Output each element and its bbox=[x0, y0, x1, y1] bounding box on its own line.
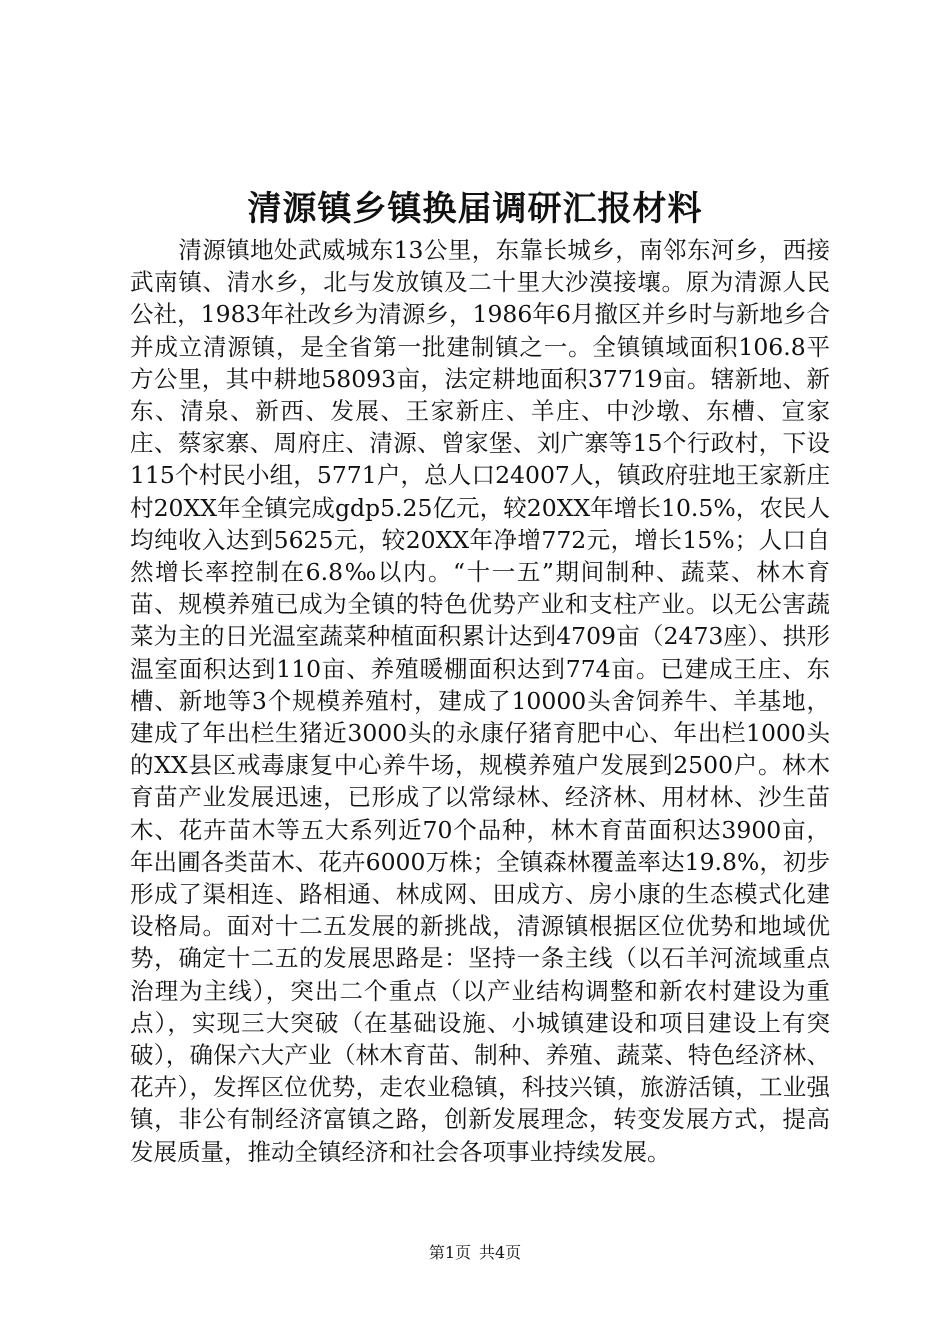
page-footer bbox=[0, 1243, 950, 1263]
document-body-paragraph bbox=[130, 234, 830, 1168]
document-body-text: 清源镇地处武威城东13公里，东靠长城乡，南邻东河乡，西接武南镇、清水乡，北与发放镇及二十里大沙漠接壤。原为清源人民公社，1983年社改乡为清源乡，1986年6月撤区并乡时与新地乡合并成立清源镇，是全省第一批建制镇之一。全镇镇域面积106.8平方公里，其中耕地58093亩，法定耕地面积37719亩。辖新地、新东、清泉、新西、发展、王家新庄、羊庄、中沙墩、东槽、宣家庄、蔡家寨、周府庄、清源、曾家堡、刘广寨等15个行政村，下设115个村民小组，5771户，总人口24007人，镇政府驻地王家新庄村20XX年全镇完成gdp5.25亿元，较20XX年增长10.5%，农民人均纯收入达到5625元，较20XX年净增772元，增长15%；人口自然增长率控制在6.8‰以内。“十一五”期间制种、蔬菜、林木育苗、规模养殖已成为全镇的特色优势产业和支柱产业。以无公害蔬菜为主的日光温室蔬菜种植面积累计达到4709亩（2473座）、拱形温室面积达到110亩、养殖暖棚面积达到774亩。已建成王庄、东槽、新地等3个规模养殖村，建成了10000头舍饲养牛、羊基地，建成了年出栏生猪近3000头的永康仔猪育肥中心、年出栏1000头的XX县区戒毒康复中心养牛场，规模养殖户发展到2500户。林木育苗产业发展迅速，已形成了以常绿林、经济林、用材林、沙生苗木、花卉苗木等五大系列近70个品种，林木育苗面积达3900亩，年出圃各类苗木、花卉6000万株；全镇森林覆盖率达19.8%，初步形成了渠相连、路相通、林成网、田成方、房小康的生态模式化建设格局。面对十二五发展的新挑战，清源镇根据区位优势和地域优势，确定十二五的发展思路是：坚持一条主线（以石羊河流域重点治理为主线），突出二个重点（以产业结构调整和新农村建设为重点），实现三大突破（在基础设施、小城镇建设和项目建设上有突破），确保六大产业（林木育苗、制种、养殖、蔬菜、特色经济林、花卉），发挥区位优势，走农业稳镇，科技兴镇，旅游活镇，工业强镇，非公有制经济富镇之路，创新发展理念，转变发展方式，提高发展质量，推动全镇经济和社会各项事业持续发展。 bbox=[130, 236, 830, 1166]
document-title: 清源镇乡镇换届调研汇报材料 bbox=[247, 189, 703, 229]
page-number-current: 第1页 bbox=[428, 1243, 471, 1262]
page-number-total: 共4页 bbox=[479, 1243, 522, 1262]
